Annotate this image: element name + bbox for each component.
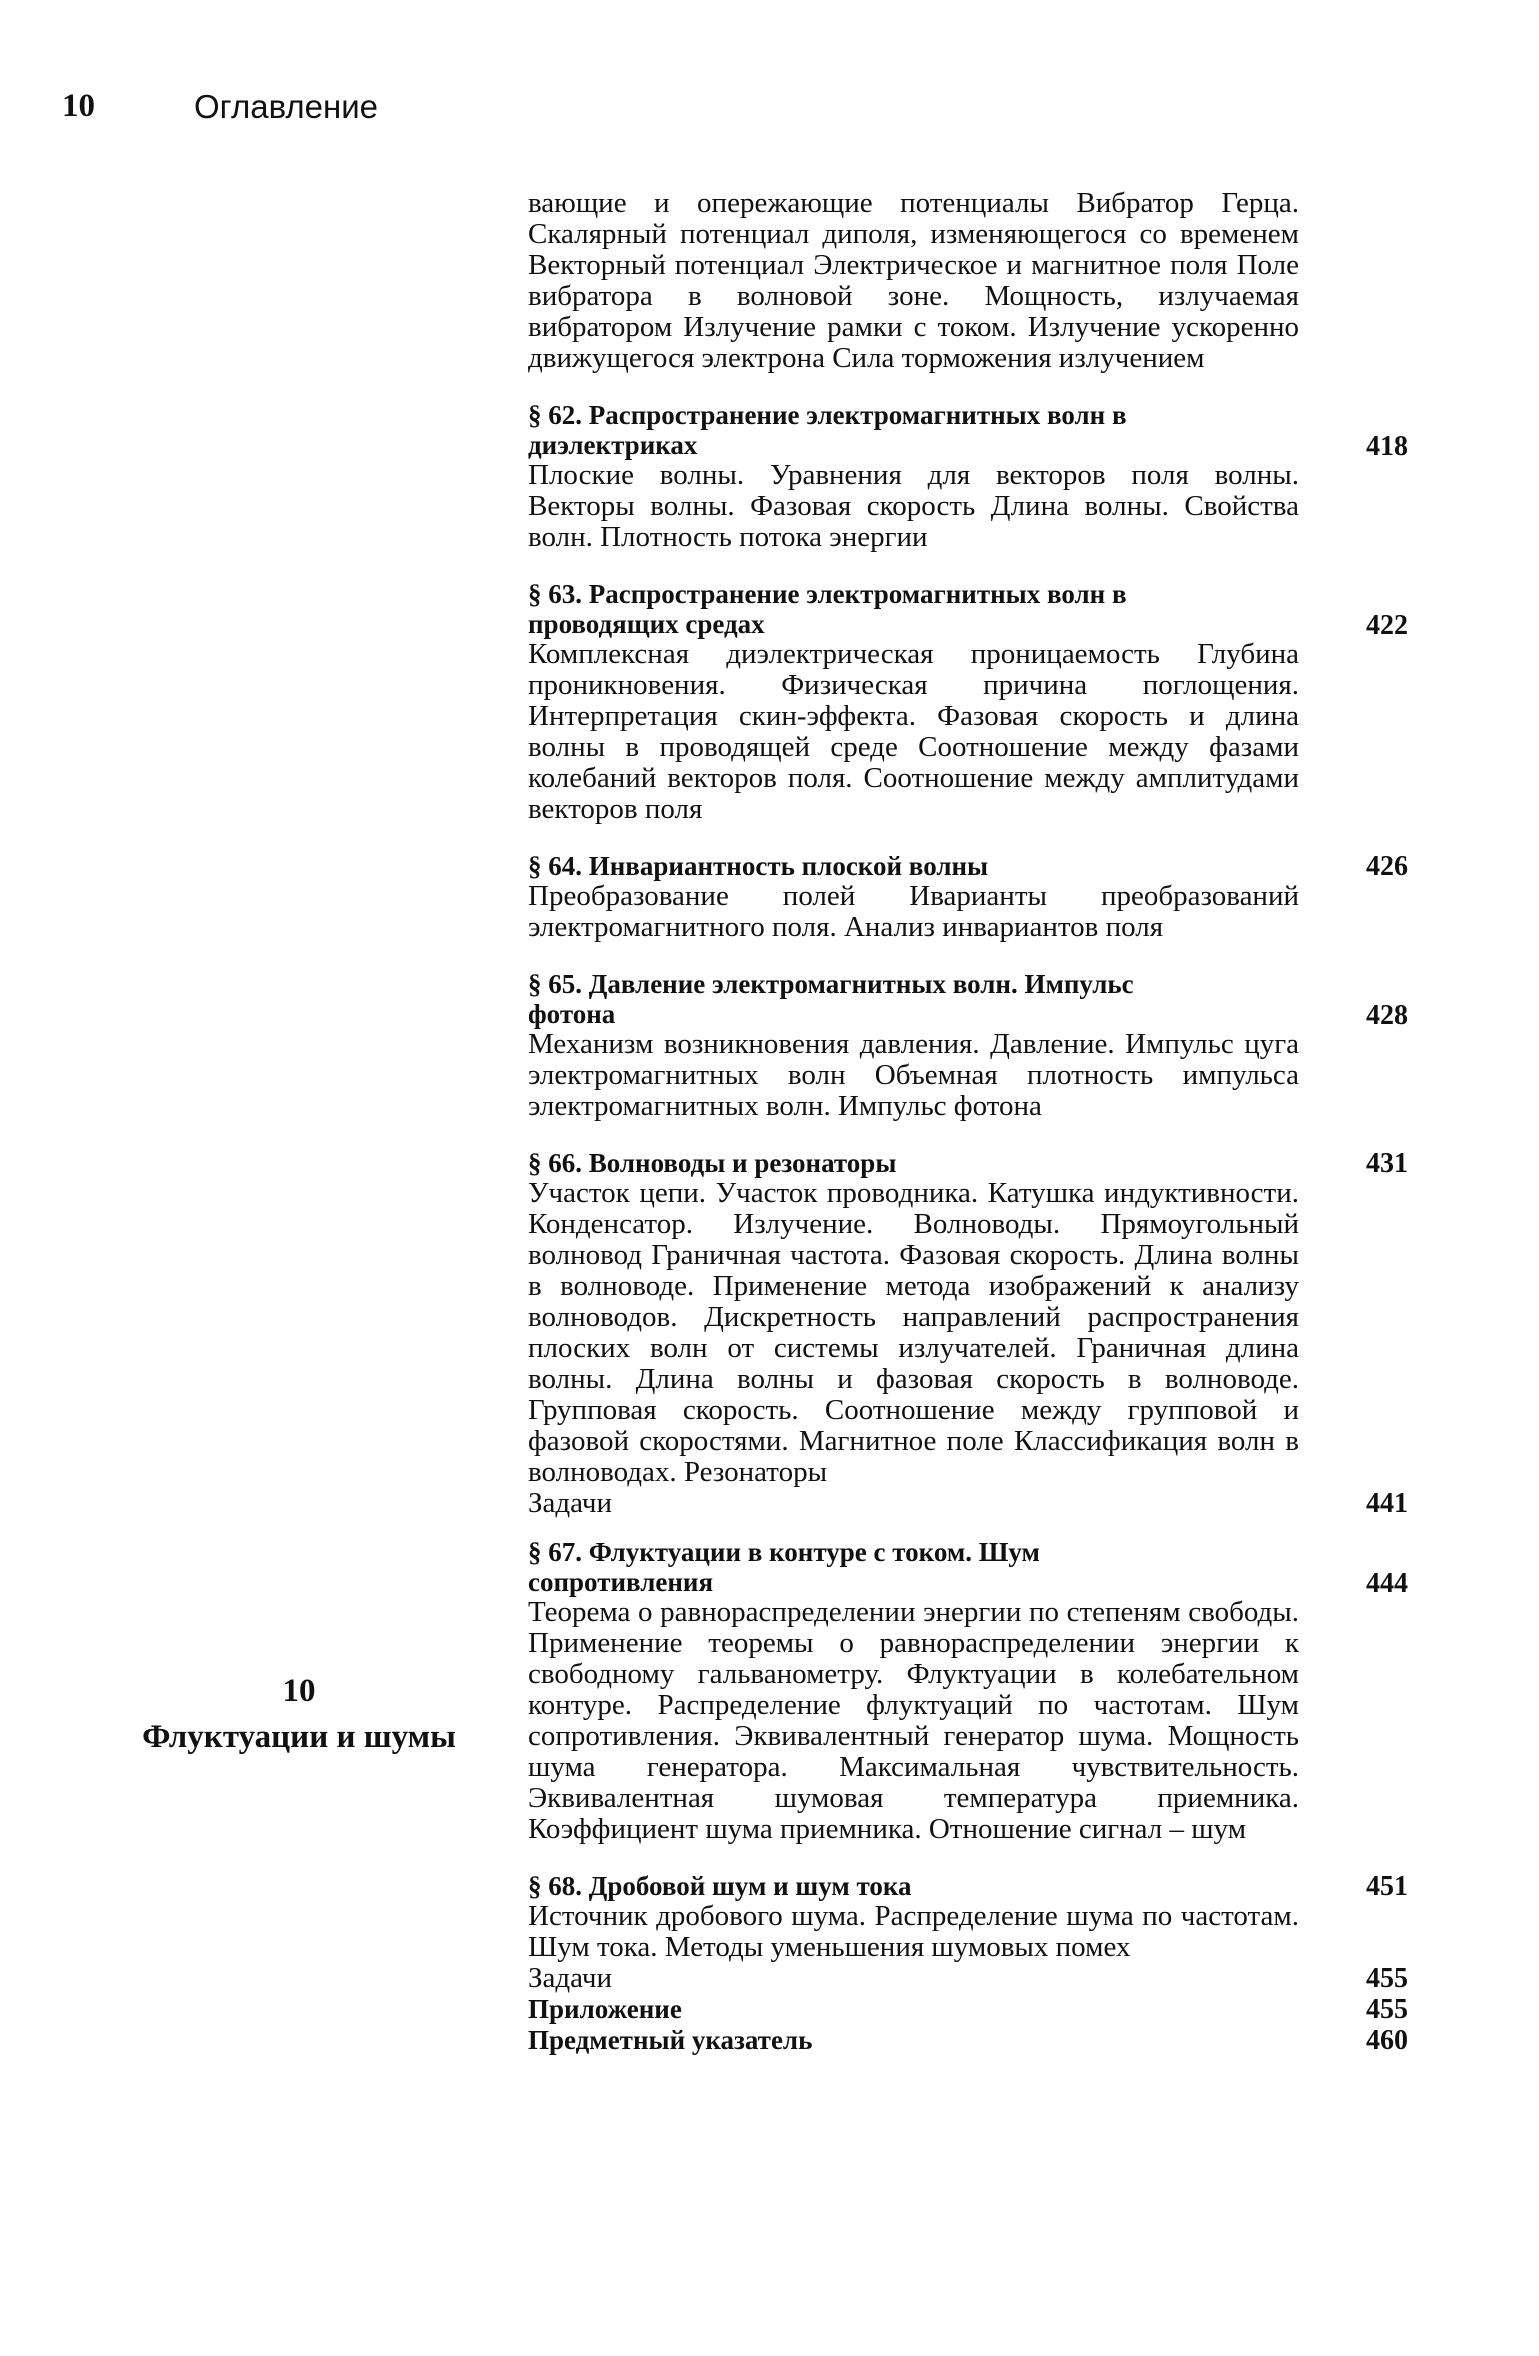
toc-entry-67 <box>528 1537 1408 1845</box>
chapter-title: Флуктуации и шумы <box>142 1719 456 1755</box>
section-text: Преобразование полей Иварианты преобразований электромагнитного поля. Анализ инвариантов поля <box>528 880 1299 943</box>
chapter-number: 10 <box>282 1673 316 1709</box>
toc-entry-65 <box>528 969 1408 1122</box>
section-text: Плоские волны. Уравнения для векторов поля волны. Векторы волны. Фазовая скорость Длина волны. Свойства волн. Плотность потока энергии <box>528 459 1299 553</box>
appendix-page: 455 <box>1366 1994 1408 2025</box>
continuation-text: вающие и опережающие потенциалы Вибратор Герца. Скалярный потенциал диполя, изменяющегося со временем Векторный потенциал Электрическое и магнитное поля Поле вибратора в волновой зоне. Мощность, излучаемая вибратором Излучение рамки с током. Излучение ускоренно движущегося электрона Сила торможения излучением <box>528 187 1299 374</box>
tasks-page: 455 <box>1366 1963 1408 1994</box>
toc-entry-index <box>528 2025 1408 2056</box>
section-heading: § 65. Давление электромагнитных волн. Импульс фотона <box>528 969 1134 1029</box>
section-text: Механизм возникновения давления. Давление. Импульс цуга электромагнитных волн Объемная плотность импульса электромагнитных волн. Импульс фотона <box>528 1028 1299 1122</box>
index-page: 460 <box>1366 2025 1408 2056</box>
section-heading: § 63. Распространение электромагнитных волн в проводящих средах <box>528 579 1127 639</box>
section-heading: § 62. Распространение электромагнитных волн в диэлектриках <box>528 400 1127 460</box>
toc-entry-66 <box>528 1148 1408 1488</box>
tasks-page: 441 <box>1366 1488 1408 1519</box>
section-page: 428 <box>1366 1000 1408 1031</box>
section-page: 422 <box>1366 610 1408 641</box>
header-page-number: 10 <box>62 88 95 124</box>
appendix-label: Приложение <box>528 1994 682 2024</box>
section-heading: § 67. Флуктуации в контуре с током. Шум сопротивления <box>528 1537 1040 1597</box>
section-heading: § 68. Дробовой шум и шум тока <box>528 1871 912 1901</box>
toc-entry-62 <box>528 400 1408 553</box>
section-page: 426 <box>1366 851 1408 882</box>
chapter-label <box>100 1668 498 1760</box>
toc-entry-68 <box>528 1871 1408 1963</box>
section-page: 418 <box>1366 431 1408 462</box>
section-heading: § 64. Инвариантность плоской волны <box>528 851 989 881</box>
toc-entry-64 <box>528 851 1408 943</box>
section-page: 451 <box>1366 1871 1408 1902</box>
section-text: Комплексная диэлектрическая проницаемость Глубина проникновения. Физическая причина поглощения. Интерпретация скин-эффекта. Фазовая скорость и длина волны в проводящей среде Соотношение между фазами колебаний векторов поля. Соотношение между амплитудами векторов поля <box>528 638 1299 825</box>
running-header <box>62 88 378 125</box>
section-page: 431 <box>1366 1148 1408 1179</box>
section-text: Теорема о равнораспределении энергии по степеням свободы. Применение теоремы о равнораспределении энергии к свободному гальванометру. Флуктуации в колебательном контуре. Распределение флуктуаций по частотам. Шум сопротивления. Эквивалентный генератор шума. Мощность шума генератора. Максимальная чувствительность. Эквивалентная шумовая температура приемника. Коэффициент шума приемника. Отношение сигнал – шум <box>528 1596 1299 1845</box>
toc-entry-tasks <box>528 1963 1408 1994</box>
table-of-contents <box>528 188 1408 2056</box>
section-text: Участок цепи. Участок проводника. Катушка индуктивности. Конденсатор. Излучение. Волноводы. Прямоугольный волновод Граничная частота. Фазовая скорость. Длина волны в волноводе. Применение метода изображений к анализу волноводов. Дискретность направлений распространения плоских волн от системы излучателей. Граничная длина волны. Длина волны и фазовая скорость в волноводе. Групповая скорость. Соотношение между групповой и фазовой скоростями. Магнитное поле Классификация волн в волноводах. Резонаторы <box>528 1177 1299 1488</box>
section-page: 444 <box>1366 1568 1408 1599</box>
tasks-label: Задачи <box>528 1962 612 1994</box>
tasks-label: Задачи <box>528 1487 612 1519</box>
section-heading: § 66. Волноводы и резонаторы <box>528 1148 897 1178</box>
toc-entry-tasks <box>528 1488 1408 1519</box>
section-text: Источник дробового шума. Распределение шума по частотам. Шум тока. Методы уменьшения шумовых помех <box>528 1900 1299 1963</box>
toc-entry-appendix <box>528 1994 1408 2025</box>
header-title: Оглавление <box>194 88 378 125</box>
toc-entry-63 <box>528 579 1408 825</box>
index-label: Предметный указатель <box>528 2025 813 2055</box>
